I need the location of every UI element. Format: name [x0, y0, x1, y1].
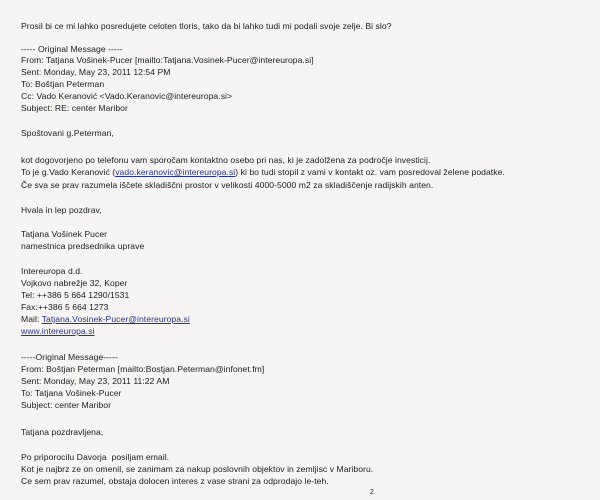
body-paragraph-2-3: Ce sem prav razumel, obstaja dolocen interes z vase strani za odprodajo le-teh. [21, 476, 329, 486]
company-address: Vojkovo nabrežje 32, Koper [21, 278, 128, 288]
from-suffix: ] [311, 55, 314, 65]
from-mailto: mailto:Tatjana.Vosinek-Pucer@intereuropa.si [137, 55, 312, 65]
company-web [21, 326, 95, 337]
original-message-separator-2: -----Original Message----- [21, 352, 118, 362]
from-prefix: From: Tatjana Vošinek-Pucer [ [21, 55, 138, 65]
from-suffix-2: ] [261, 364, 265, 374]
from-prefix-2: From: Boštjan Peterman [ [21, 364, 121, 374]
body2-suffix: ) ki bo tudi stopil z vami v kontakt oz. vam posredoval želene podatke. [235, 167, 505, 177]
greeting: Spoštovani g.Peterman, [21, 128, 114, 138]
signature-title: namestnica predsednika uprave [21, 241, 145, 251]
mail-label: Mail: [21, 314, 42, 324]
cc-line: Cc: Vado Keranović <Vado.Keranovic@intereuropa.si> [21, 91, 233, 101]
company-tel: Tel: ++386 5 664 1290/1531 [21, 290, 130, 300]
original-message-separator: ----- Original Message ----- [21, 44, 123, 54]
sent-line-2: Sent: Monday, May 23, 2011 11:22 AM [21, 376, 170, 386]
from-line-2 [21, 364, 264, 375]
body-paragraph-1: kot dogovorjeno po telefonu vam sporočam kontaktno osebo pri nas, ki je zadolžena za področje investicij. [21, 155, 431, 165]
company-fax: Fax:++386 5 664 1273 [21, 302, 109, 312]
body-paragraph-2-2: Kot je najbrz ze on omenil, se zanimam za nakup poslovnih objektov in zemljisc v Mariboru. [21, 464, 374, 474]
from-line [21, 55, 314, 66]
page-number: 2 [370, 489, 374, 496]
signature-name: Tatjana Vošinek Pucer [21, 229, 108, 239]
body2-prefix: To je g.Vado Keranović ( [21, 167, 116, 177]
body-paragraph-3: Če sva se prav razumela iščete skladiščni prostor v velikosti 4000-5000 m2 za skladiščenje radijskih anten. [21, 180, 434, 190]
subject-line-2: Subject: center Maribor [21, 400, 111, 410]
mail-link[interactable]: Tatjana.Vosinek-Pucer@intereuropa.si [41, 314, 190, 324]
body-paragraph-2-1: Po priporocilu Davorja posiljam email. [21, 452, 170, 462]
to-line: To: Boštjan Peterman [21, 79, 105, 89]
company-mail [21, 314, 190, 325]
body-paragraph-2 [21, 167, 505, 178]
greeting-2: Tatjana pozdravljena, [21, 427, 104, 437]
subject-line: Subject: RE: center Maribor [21, 103, 128, 113]
company-name: Intereuropa d.d. [21, 266, 83, 276]
web-link[interactable]: www.intereuropa.si [21, 326, 95, 336]
from-mailto-2: mailto:Bostjan.Peterman@infonet.fm [120, 364, 262, 374]
intro-text: Prosil bi ce mi lahko posredujete celoten tloris, tako da bi lahko tudi mi podali svoje zelje. Bi slo? [21, 21, 392, 31]
to-line-2: To: Tatjana Vošinek-Pucer [21, 388, 122, 398]
sent-line: Sent: Monday, May 23, 2011 12:54 PM [21, 67, 171, 77]
keranovic-email-link[interactable]: vado.keranovic@intereuropa.si [115, 167, 236, 177]
closing: Hvala in lep pozdrav, [21, 205, 102, 215]
